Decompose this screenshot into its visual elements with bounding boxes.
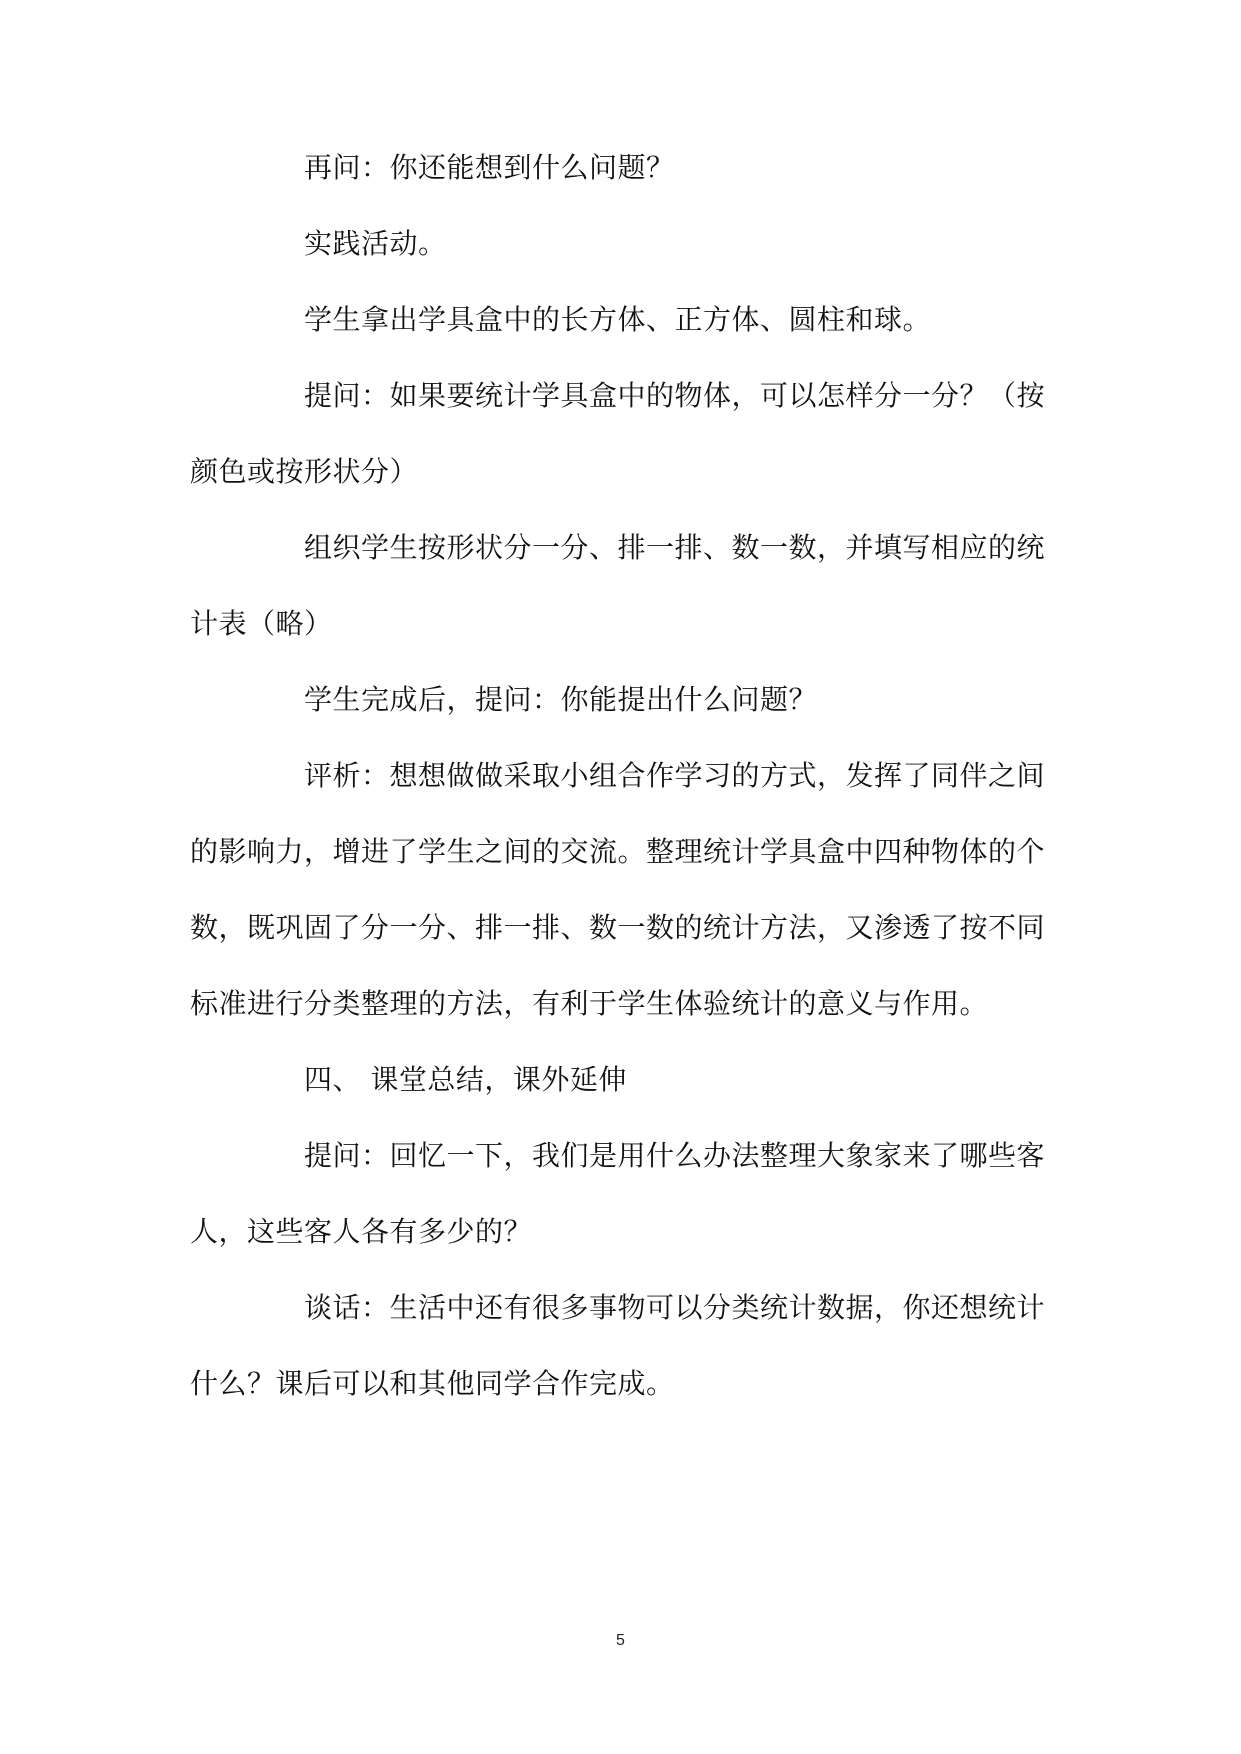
text-line: 计表（略） xyxy=(190,607,333,640)
section-heading: 四、 课堂总结，课外延伸 xyxy=(304,1063,627,1096)
text-line: 评析：想想做做采取小组合作学习的方式，发挥了同伴之间 xyxy=(304,759,1046,792)
text-line: 什么？课后可以和其他同学合作完成。 xyxy=(190,1367,675,1400)
text-line: 人，这些客人各有多少的？ xyxy=(190,1215,533,1248)
text-line: 学生拿出学具盒中的长方体、正方体、圆柱和球。 xyxy=(304,303,932,336)
text-line: 学生完成后，提问：你能提出什么问题？ xyxy=(304,683,818,716)
text-line: 提问：如果要统计学具盒中的物体，可以怎样分一分？（按 xyxy=(304,379,1046,412)
text-line: 实践活动。 xyxy=(304,227,447,260)
text-line: 提问：回忆一下，我们是用什么办法整理大象家来了哪些客 xyxy=(304,1139,1046,1172)
text-line: 颜色或按形状分） xyxy=(190,455,419,488)
text-line: 谈话：生活中还有很多事物可以分类统计数据，你还想统计 xyxy=(304,1291,1046,1324)
text-line: 再问：你还能想到什么问题？ xyxy=(304,151,675,184)
text-line: 的影响力，增进了学生之间的交流。整理统计学具盒中四种物体的个 xyxy=(190,835,1046,868)
text-line: 数，既巩固了分一分、排一排、数一数的统计方法，又渗透了按不同 xyxy=(190,911,1046,944)
text-line: 标准进行分类整理的方法，有利于学生体验统计的意义与作用。 xyxy=(190,987,989,1020)
page-number: 5 xyxy=(616,1632,625,1649)
text-line: 组织学生按形状分一分、排一排、数一数，并填写相应的统 xyxy=(304,531,1046,564)
